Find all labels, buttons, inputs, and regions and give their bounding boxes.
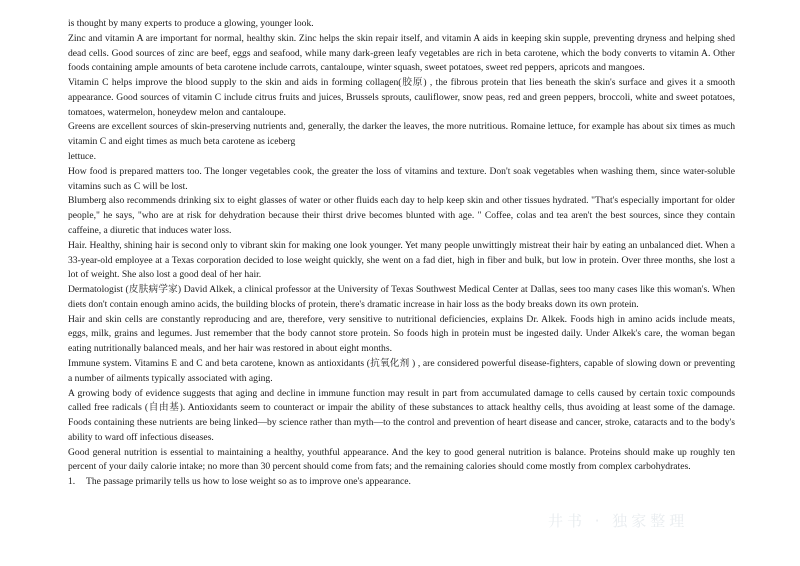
paragraph: Vitamin C helps improve the blood supply to the skin and aids in forming collagen(胶原) , the fibrous protein that lies beneath the skin's surface and gives it a smooth appearance. Good sources of vitamin C include citrus fruits and juices, Brussels sprouts, cauliflower, snow peas, red and green peppers, broccoli, white and sweet potatoes, tomatoes, watermelon, honeydew melon and cantaloupe. [68,77,735,118]
question-number: 1. [68,476,76,488]
paragraph: Blumberg also recommends drinking six to eight glasses of water or other fluids each day to help keep skin and other tissues hydrated. "That's especially important for older people," he says, "who are at risk for dehydration because their thirst drive becomes blunted with age. " Coffee, colas and tea aren't the best sources, since they contain caffeine, a diuretic that induces water loss. [68,195,735,236]
paragraph: A growing body of evidence suggests that aging and decline in immune function may result in part from accumulated damage to cells caused by certain toxic compounds called free radicals (自由基). Antioxidants seem to counteract or impair the ability of these substances to attack healthy cells, thus avoiding at least some of the damage. Foods containing these nutrients are being linked—by science rather than myth—to the control and prevention of heart disease and cancer, stroke, cataracts and to the body's ability to ward off infectious diseases. [68,387,735,443]
paragraph: Hair. Healthy, shining hair is second only to vibrant skin for making one look younger. Yet many people unwittingly mistreat their hair by eating an unbalanced diet. When a 33-year-old employee at a Texas corporation decided to lose weight quickly, she went on a fad diet, high in fiber and bulk, but low in protein. Over three months, she lost a lot of weight. She also lost a good deal of her hair. [68,239,735,281]
paragraph: Hair and skin cells are constantly reproducing and are, therefore, very sensitive to nutritional deficiencies, explains Dr. Alkek. Foods high in amino acids include meats, eggs, milk, grains and legumes. Just remember that the body cannot store protein. So foods high in protein must be ingested daily. Under Alkek's care, the woman began eating nutritionally balanced meals, and her hair was restored in about eight months. [68,313,735,355]
document-body [68,17,735,490]
watermark: 井书 · 独家整理 [548,512,689,530]
paragraph: lettuce. [68,151,96,163]
paragraph: Zinc and vitamin A are important for normal, healthy skin. Zinc helps the skin repair itself, and vitamin A aids in keeping skin supple, preventing dryness and helping shed dead cells. Good sources of zinc are beef, eggs and seafood, while many dark-green leafy vegetables are rich in beta carotene, which the body converts to vitamin A. Other foods containing ample amounts of beta carotene include carrots, cantaloupe, winter squash, sweet potatoes, sweet red peppers, apricots and mangoes. [68,32,735,74]
paragraph: Dermatologist (皮肤病学家) David Alkek, a clinical professor at the University of Texas Southwest Medical Center at Dallas, sees too many cases like this woman's. When diets don't contain enough amino acids, the building blocks of protein, there's dramatic increase in hair loss as the body breaks down its own protein. [68,284,735,310]
question-text: The passage primarily tells us how to lose weight so as to improve one's appearance. [86,476,411,488]
paragraph: is thought by many experts to produce a glowing, younger look. [68,18,314,29]
paragraph: How food is prepared matters too. The longer vegetables cook, the greater the loss of vitamins and texture. Don't soak vegetables when washing them, since water-soluble vitamins such as C will be lost. [68,165,735,192]
paragraph: Greens are excellent sources of skin-preserving nutrients and, generally, the darker the leaves, the more nutritious. Romaine lettuce, for example has about six times as much vitamin C and eight times as much beta carotene as iceberg [68,121,735,148]
paragraph: Good general nutrition is essential to maintaining a healthy, youthful appearance. And the key to good general nutrition is balance. Proteins should make up roughly ten percent of your daily calorie intake; no more than 30 percent should come from fats; and the remaining calories should come mostly from complex carbohydrates. [68,446,735,473]
question-item [68,475,735,490]
paragraph: Immune system. Vitamins E and C and beta carotene, known as antioxidants (抗氧化剂 ) , are considered powerful disease-fighters, capable of slowing down or preventing a number of ailments typically associated with aging. [68,357,735,384]
